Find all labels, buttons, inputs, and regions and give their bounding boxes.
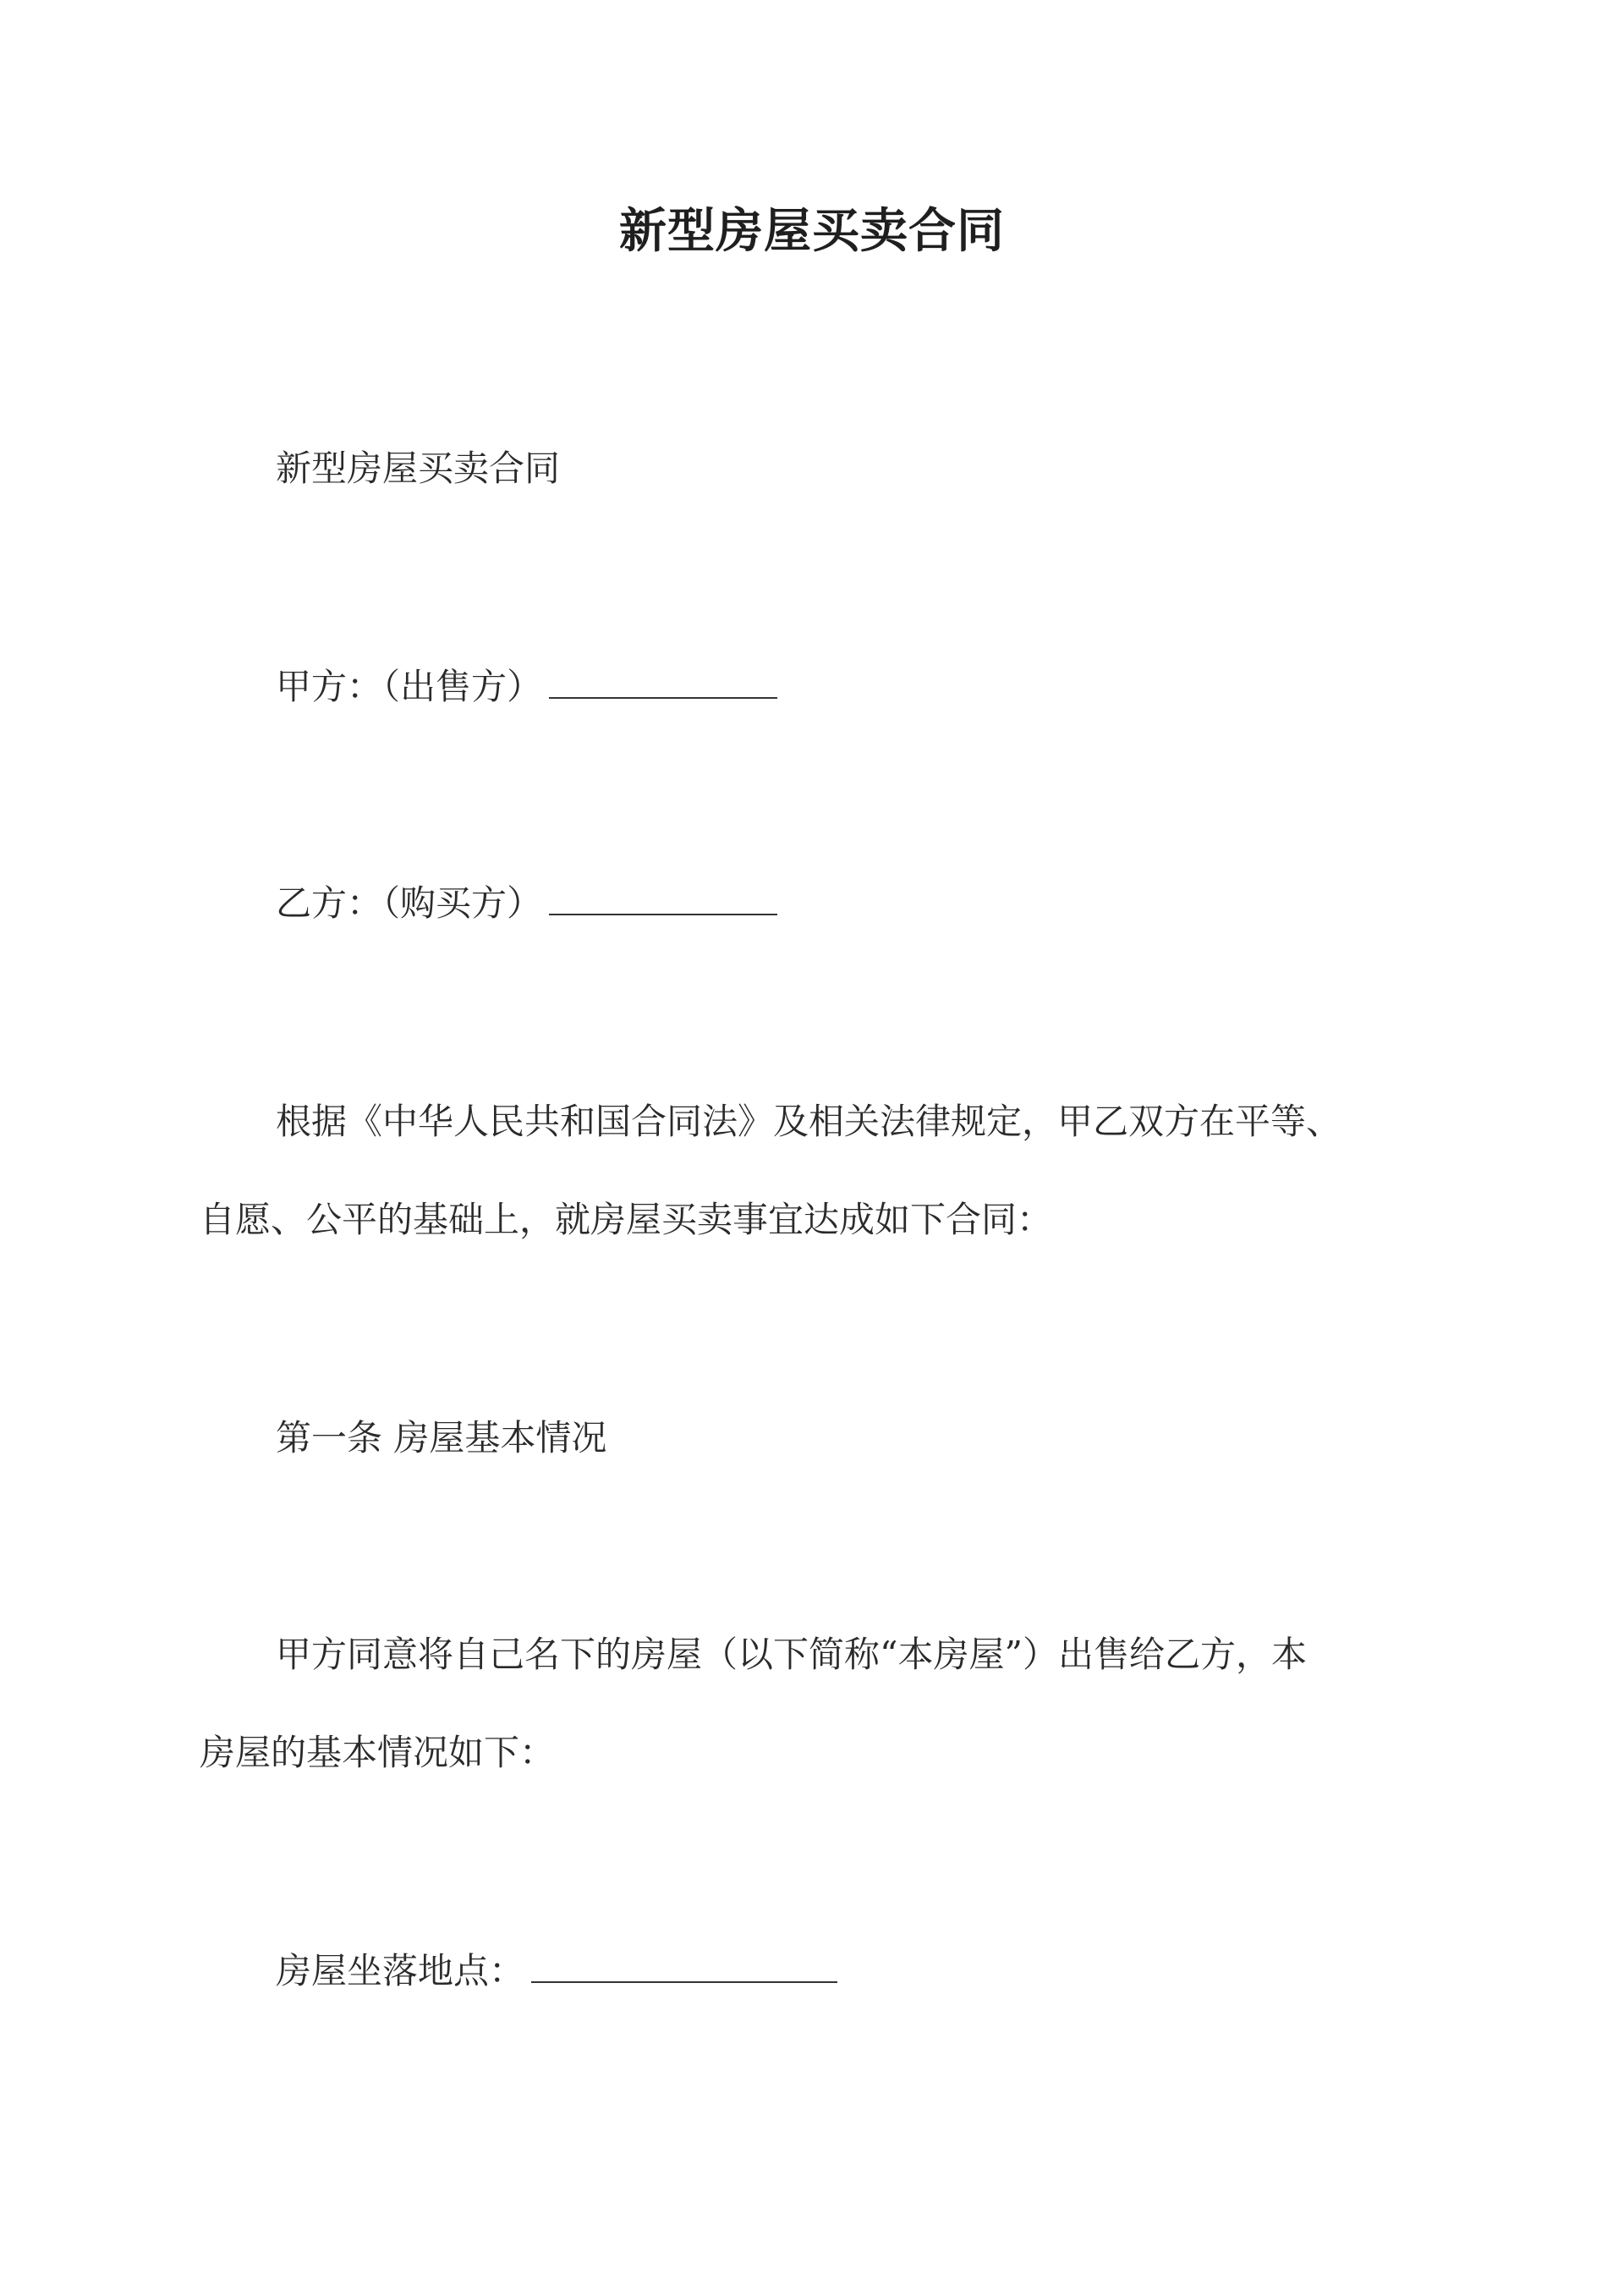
document-subtitle: 新型房屋买卖合同 <box>276 448 561 489</box>
location-line <box>276 1946 837 1997</box>
location-blank <box>531 1953 837 1983</box>
preamble-line-1: 根据《中华人民共和国合同法》及相关法律规定，甲乙双方在平等、 <box>276 1101 1342 1142</box>
party-b-label: 乙方：（购买方） <box>276 882 543 924</box>
party-a-label: 甲方：（出售方） <box>276 666 543 707</box>
party-b-line <box>276 878 777 929</box>
article-1-line-2: 房屋的基本情况如下： <box>200 1732 556 1773</box>
party-b-blank <box>549 885 777 915</box>
party-a-blank <box>549 668 777 699</box>
article-1-heading: 第一条 房屋基本情况 <box>276 1417 607 1458</box>
location-label: 房屋坐落地点： <box>276 1950 525 1991</box>
party-a-line <box>276 662 777 712</box>
article-1-line-1: 甲方同意将自己名下的房屋（以下简称“本房屋”）出售给乙方，本 <box>276 1634 1307 1675</box>
document-title: 新型房屋买卖合同 <box>619 203 1005 259</box>
preamble-line-2: 自愿、公平的基础上，就房屋买卖事宜达成如下合同： <box>200 1199 1053 1240</box>
